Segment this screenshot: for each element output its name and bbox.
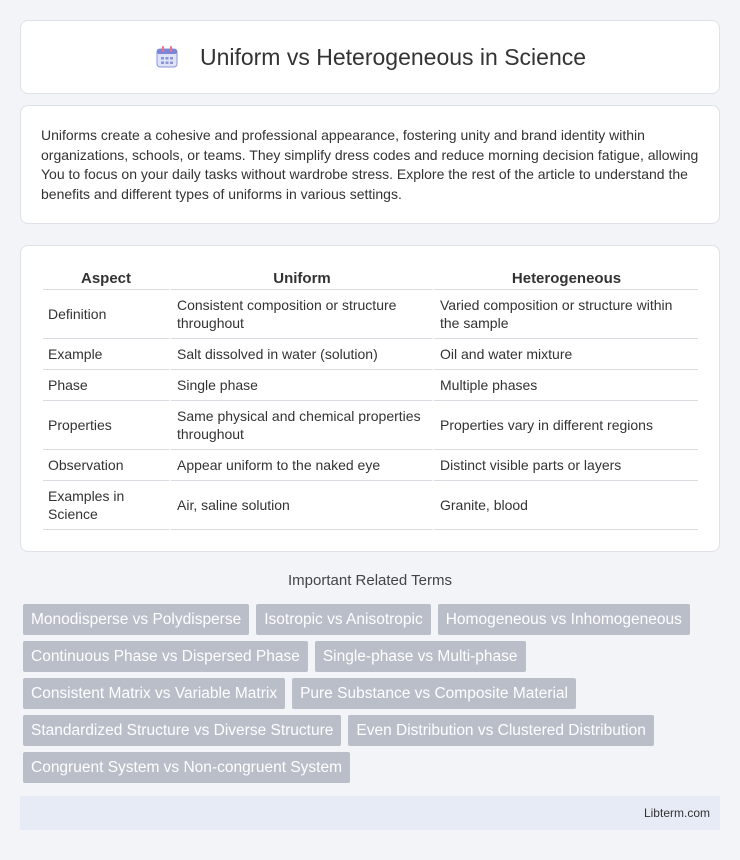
aspect-cell: Example bbox=[43, 339, 169, 370]
related-term-link[interactable]: Pure Substance vs Composite Material bbox=[292, 678, 576, 709]
header-uniform: Uniform bbox=[169, 266, 432, 290]
comparison-table bbox=[43, 266, 698, 530]
aspect-cell: Definition bbox=[43, 290, 169, 339]
table-row bbox=[43, 450, 698, 481]
heterogeneous-cell: Oil and water mixture bbox=[432, 339, 698, 370]
comparison-card bbox=[20, 245, 720, 552]
related-term-link[interactable]: Consistent Matrix vs Variable Matrix bbox=[23, 678, 285, 709]
heterogeneous-cell: Varied composition or structure within the sample bbox=[432, 290, 698, 339]
heterogeneous-cell: Properties vary in different regions bbox=[432, 401, 698, 450]
related-terms-title: Important Related Terms bbox=[288, 572, 452, 589]
table-row bbox=[43, 290, 698, 339]
aspect-cell: Properties bbox=[43, 401, 169, 450]
table-row bbox=[43, 481, 698, 530]
related-terms-list bbox=[23, 604, 723, 789]
heterogeneous-cell: Multiple phases bbox=[432, 370, 698, 401]
aspect-cell: Phase bbox=[43, 370, 169, 401]
aspect-cell: Examples in Science bbox=[43, 481, 169, 530]
table-row bbox=[43, 339, 698, 370]
table-row bbox=[43, 370, 698, 401]
uniform-cell: Same physical and chemical properties throughout bbox=[169, 401, 432, 450]
related-term-link[interactable]: Congruent System vs Non-congruent System bbox=[23, 752, 350, 783]
related-term-link[interactable]: Continuous Phase vs Dispersed Phase bbox=[23, 641, 308, 672]
uniform-cell: Salt dissolved in water (solution) bbox=[169, 339, 432, 370]
uniform-cell: Consistent composition or structure throughout bbox=[169, 290, 432, 339]
table-row bbox=[43, 401, 698, 450]
aspect-cell: Observation bbox=[43, 450, 169, 481]
related-term-link[interactable]: Isotropic vs Anisotropic bbox=[256, 604, 431, 635]
heterogeneous-cell: Granite, blood bbox=[432, 481, 698, 530]
intro-card bbox=[20, 105, 720, 224]
footer-site-link[interactable]: Libterm.com bbox=[643, 806, 710, 820]
uniform-cell: Air, saline solution bbox=[169, 481, 432, 530]
uniform-cell: Appear uniform to the naked eye bbox=[169, 450, 432, 481]
page-title: Uniform vs Heterogeneous in Science bbox=[199, 43, 587, 70]
uniform-cell: Single phase bbox=[169, 370, 432, 401]
table-header-row bbox=[43, 266, 698, 290]
related-term-link[interactable]: Monodisperse vs Polydisperse bbox=[23, 604, 249, 635]
header-aspect: Aspect bbox=[43, 266, 169, 290]
related-term-link[interactable]: Single-phase vs Multi-phase bbox=[315, 641, 526, 672]
header-heterogeneous: Heterogeneous bbox=[432, 266, 698, 290]
intro-text: Uniforms create a cohesive and professional appearance, fostering unity and brand identity within organizations, schools, or teams. They simplify dress codes and reduce morning decision fatigue, allowing You to focus on your daily tasks without wardrobe stress. Explore the rest of the article to understand the benefits and different types of uniforms in various settings. bbox=[41, 127, 699, 202]
calendar-icon bbox=[154, 44, 180, 70]
related-term-link[interactable]: Standardized Structure vs Diverse Structure bbox=[23, 715, 341, 746]
related-term-link[interactable]: Even Distribution vs Clustered Distribution bbox=[348, 715, 653, 746]
header-card bbox=[20, 20, 720, 94]
footer bbox=[20, 796, 720, 830]
heterogeneous-cell: Distinct visible parts or layers bbox=[432, 450, 698, 481]
related-term-link[interactable]: Homogeneous vs Inhomogeneous bbox=[438, 604, 690, 635]
